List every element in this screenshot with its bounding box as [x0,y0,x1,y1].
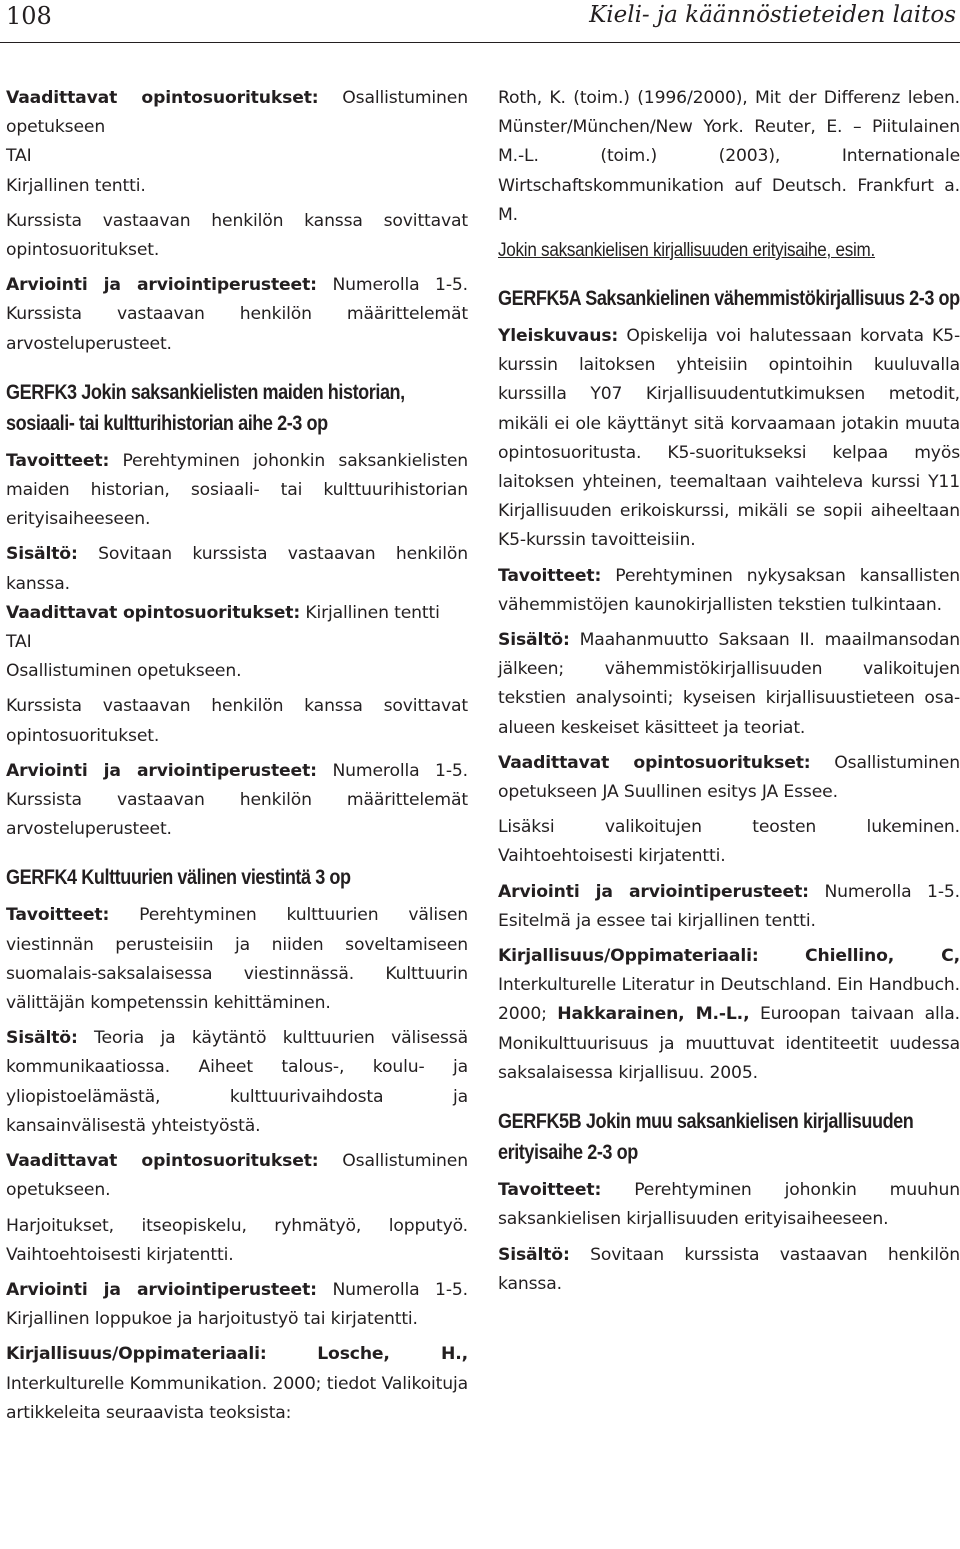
required-work [6,1147,468,1205]
written-exam: Kirjallinen tentti. [6,175,146,196]
label: Sisältö: [6,544,78,565]
label: Kirjallisuus/Oppimateriaali: [6,1344,267,1365]
assessment [498,878,960,936]
label: Arviointi ja arviointiperusteet: [6,760,317,781]
participation: Osallistuminen opetukseen. [6,661,242,682]
text: Numerolla 1-5. Kurssista vastaavan henkilön määrittelemät arvosteluperusteet. [6,760,468,840]
course-heading-gerfk3: GERFK3 Jokin saksankielisten maiden historian, sosiaali- tai kultturihistorian aihe 2-3 op [6,380,405,435]
text: Euroopan taivaan alla. Monikulttuurisuus ja muuttuvat identiteetit uudessa saksalaisessa kirjallisuu. 2005. [498,1004,960,1083]
content [498,1241,960,1299]
extra-reading: Lisäksi valikoitujen teosten lukeminen. Vaihtoehtoisesti kirjatentti. [498,817,960,867]
text: Kirjallinen tentti [305,602,440,623]
text: Interkulturelle Literatur in Deutschland. Ein Handbuch. 2000; [498,975,960,1025]
author: Chiellino, C, [805,946,960,967]
overview [498,322,960,556]
content [6,1024,468,1141]
text: Osallistuminen opetukseen. [6,1151,468,1201]
course-heading-gerfk4: GERFK4 Kulttuurien välinen viestintä 3 op [6,866,351,890]
label: Tavoitteet: [498,1180,602,1201]
label: Arviointi ja arviointiperusteet: [498,881,809,902]
left-column [6,84,468,1434]
right-column [498,84,960,1305]
text: Sovitaan kurssista vastaavan henkilön kanssa. [6,544,468,594]
references: Roth, K. (toim.) (1996/2000), Mit der Differenz leben. Münster/München/New York. Reuter, E. – Piitulainen M.-L. (toim.) (2003), Internationale Wirtschaftskommunikation auf Deutsch. Frankfurt a. M. [498,88,960,225]
tai-line: TAI [6,146,32,167]
text: Numerolla 1-5. Kurssista vastaavan henkilön määrittelemät arvosteluperusteet. [6,275,468,354]
label: Sisältö: [498,630,570,651]
goals [498,562,960,620]
course-heading-gerfk5b: GERFK5B Jokin muu saksankielisen kirjallisuuden erityisaihe 2-3 op [498,1110,914,1165]
text: Perehtyminen nykysaksan kansallisten vähemmistöjen kaunokirjallisten tekstien tulkintaan. [498,565,960,615]
literature [498,942,960,1088]
required-work [6,84,468,142]
text: Numerolla 1-5. Kirjallinen loppukoe ja harjoitustyö tai kirjatentti. [6,1279,468,1330]
label: Vaadittavat opintosuoritukset: [6,88,319,108]
label: Tavoitteet: [6,450,110,471]
page-number: 108 [6,2,52,30]
text: Perehtyminen johonkin saksankielisten maiden historian, sosiaali- tai kulttuurihistorian erityisaiheeseen. [6,450,468,530]
label: Arviointi ja arviointiperusteet: [6,275,317,296]
running-title: Kieli- ja käännöstieteiden laitos [589,2,956,28]
label: Arviointi ja arviointiperusteet: [6,1279,317,1300]
text: Osallistuminen opetukseen JA Suullinen esitys JA Essee. [498,752,960,803]
goals [6,901,468,1018]
text: Teoria ja käytäntö kulttuurien välisessä kommunikaatiossa. Aiheet talous-, koulu- ja yliopistoelämästä, kulttuurivaihdosta ja kansainvälisestä yhteistyöstä. [6,1028,468,1136]
author: Losche, H., [317,1344,468,1365]
label: Yleiskuvaus: [498,326,619,347]
label: Vaadittavat opintosuoritukset: [6,1151,319,1172]
literature [6,1340,468,1428]
label: Sisältö: [6,1028,78,1049]
text: Perehtyminen johonkin muuhun saksankielisen kirjallisuuden erityisaiheeseen. [498,1180,960,1230]
label: Sisältö: [498,1244,570,1265]
required-work [6,599,468,628]
course-heading-gerfk5a: GERFK5A Saksankielinen vähemmistökirjallisuus 2-3 op [498,287,960,311]
label: Kirjallisuus/Oppimateriaali: [498,946,759,967]
content [498,626,960,743]
text: Osallistuminen opetukseen [6,88,468,138]
assessment [6,757,468,845]
text: Interkulturelle Kommunikation. 2000; tiedot Valikoituja artikkeleita seuraavista teoksista: [6,1373,468,1423]
label: Vaadittavat opintosuoritukset: [6,602,301,623]
section-subheading: Jokin saksankielisen kirjallisuuden erityisaihe, esim. [498,240,876,262]
goals [6,447,468,535]
goals [498,1176,960,1234]
text: Numerolla 1-5. Esitelmä ja essee tai kirjallinen tentti. [498,881,960,931]
content [6,540,468,598]
running-head [0,0,960,43]
text: Opiskelija voi halutessaan korvata K5-kurssin laitoksen yhteisiin opintoihin kuuluvalla kurssilla Y07 Kirjallisuudentutkimuksen metodit, mikäli ei ole käyttänyt sitä korvaamaan jotakin muuta opintosuoritusta. K5-suoritukseksi kelpaa myös laitoksen yhteinen, teemaltaan vaihteleva kurssi Y11 Kirjallisuuden erikoiskurssi, mikäli se sopii aiheeltaan K5-kurssin tavoitteisiin. [498,326,960,551]
text: Perehtyminen kulttuurien välisen viestinnän perusteisiin ja niiden soveltamiseen suomalais-saksalaisessa viestinnässä. Kulttuurin välittäjän kompetenssin kehittäminen. [6,905,468,1014]
assessment [6,271,468,359]
agreed-work: Kurssista vastaavan henkilön kanssa sovittavat opintosuoritukset. [6,696,468,746]
label: Tavoitteet: [498,565,602,586]
assessment [6,1276,468,1334]
text: Maahanmuutto Saksaan II. maailmansodan jälkeen; vähemmistökirjallisuuden valikoitujen tekstien analysointi; kyseisen kirjallisuustieteen osa-alueen keskeiset käsitteet ja teoriat. [498,630,960,738]
required-work [498,749,960,807]
label: Tavoitteet: [6,905,110,926]
tai-line: TAI [6,632,32,653]
agreed-work: Kurssista vastaavan henkilön kanssa sovittavat opintosuoritukset. [6,210,468,261]
text: Sovitaan kurssista vastaavan henkilön kanssa. [498,1244,960,1294]
label: Vaadittavat opintosuoritukset: [498,752,811,773]
author: Hakkarainen, M.-L., [557,1004,750,1025]
exercises: Harjoitukset, itseopiskelu, ryhmätyö, lopputyö. Vaihtoehtoisesti kirjatentti. [6,1215,468,1265]
